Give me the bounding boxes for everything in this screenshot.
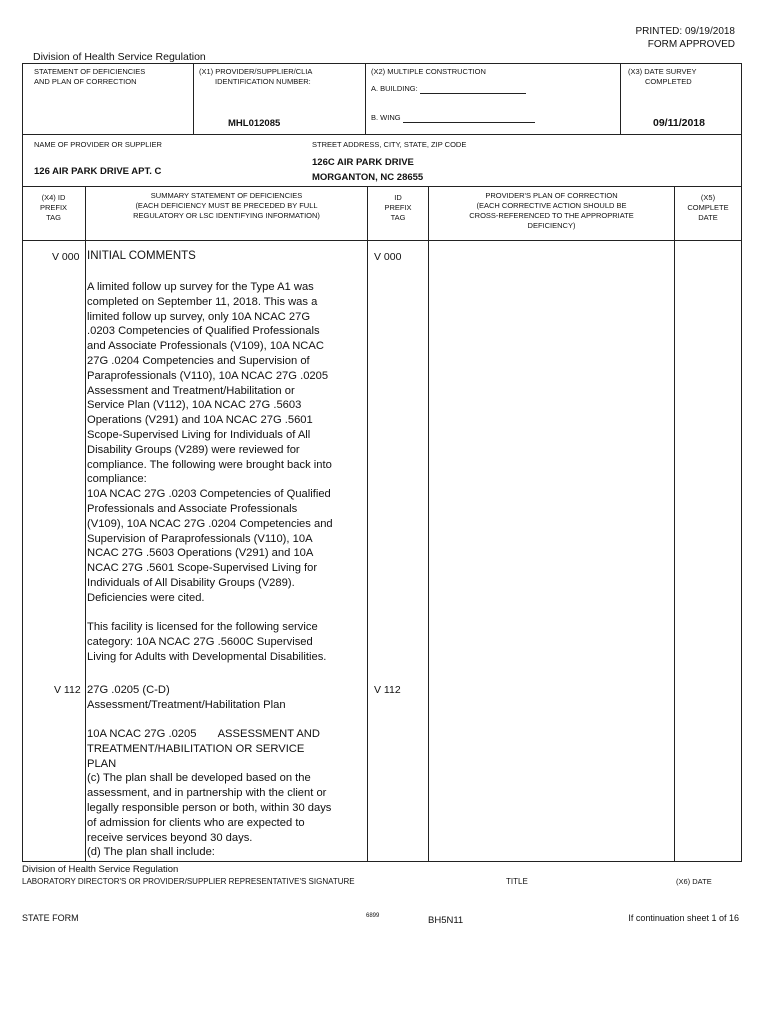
initial-comments-paragraph: A limited follow up survey for the Type A1 was completed on September 11, 2018. This was a limited follow up survey, only 10A NCAC 27G .0203 Competencies of Qualified Professionals and Associate Professionals (V109), 10A NCAC 27G .0204 Competencies and Supervision of Paraprofessionals (V110), 10A NCAC 27G .0205 Assessment and Treatment/Habilitation or Service Plan (V112), 10A NCAC 27G .5603 Operations (V291) and 10A NCAC 27G .5601 Scope-Supervised Living for Individuals of All Disability Groups (V289) were reviewed for compliance. The following were brought back into compliance: 10A NCAC 27G .0203 Competencies of Qualified Professionals and Associate Professionals (V109), 10A NCAC 27G .0204 Competencies and Supervision of Paraprofessionals (V110), 10A NCAC 27G .5603 Operations (V291) and 10A NCAC 27G .5601 Scope-Supervised Living for Individuals of All Disability Groups (V289). Deficiencies were cited. (87, 281, 333, 604)
v000-title: INITIAL COMMENTS (87, 250, 196, 262)
x6-date-label: (X6) DATE (676, 877, 712, 886)
event-id: BH5N11 (428, 915, 464, 926)
x1-label: (X1) PROVIDER/SUPPLIER/CLIA (199, 67, 313, 76)
agency-name: Division of Health Service Regulation (33, 51, 206, 63)
v000-prefix-tag: V 000 (52, 251, 80, 263)
building-field: A. BUILDING: (371, 84, 526, 94)
id-header: ID PREFIX TAG (384, 193, 412, 222)
plan-header: PROVIDER'S PLAN OF CORRECTION (EACH CORRECTIVE ACTION SHOULD BE CROSS-REFERENCED TO THE APPROPRIATE DEFICIENCY) (469, 191, 634, 230)
summary-header: SUMMARY STATEMENT OF DEFICIENCIES (EACH DEFICIENCY MUST BE PRECEDED BY FULL REGULATORY OR LSC IDENTIFYING INFORMATION) (133, 191, 320, 220)
x3-label: (X3) DATE SURVEY (628, 67, 697, 76)
address-line-1: 126C AIR PARK DRIVE (312, 157, 414, 168)
state-form-label: STATE FORM (22, 913, 79, 923)
form-code: 6899 (366, 913, 380, 919)
x5-header: (X5) COMPLETE DATE (687, 193, 729, 222)
address-line-2: MORGANTON, NC 28655 (312, 172, 424, 183)
continuation-sheet: If continuation sheet 1 of 16 (628, 913, 739, 923)
signature-label: LABORATORY DIRECTOR'S OR PROVIDER/SUPPLIER REPRESENTATIVE'S SIGNATURE (22, 877, 355, 886)
address-label: STREET ADDRESS, CITY, STATE, ZIP CODE (312, 140, 467, 149)
printed-date: PRINTED: 09/19/2018 (635, 26, 735, 37)
form-approved-label: FORM APPROVED (647, 39, 735, 50)
x3-label-2: COMPLETED (645, 77, 692, 86)
survey-date: 09/11/2018 (653, 117, 705, 129)
regulation-text: 10A NCAC 27G .0205 ASSESSMENT AND TREATMENT/HABILITATION OR SERVICE PLAN (c) The plan shall be developed based on the assessment, and in partnership with the client or legally responsible person or both, within 30 days of admission for clients who are expected to receive services beyond 30 days. (d) The plan shall include: (87, 728, 332, 859)
v112-title: 27G .0205 (C-D) (87, 684, 170, 696)
wing-field: B. WING (371, 113, 535, 123)
title-label: TITLE (506, 877, 528, 886)
footer-agency: Division of Health Service Regulation (22, 864, 179, 875)
statement-label: STATEMENT OF DEFICIENCIES (34, 67, 146, 76)
v000-id-tag: V 000 (374, 251, 402, 263)
provider-name: 126 AIR PARK DRIVE APT. C (34, 166, 162, 177)
v112-id-tag: V 112 (374, 684, 401, 696)
licensure-paragraph: This facility is licensed for the following service category: 10A NCAC 27G .5600C Supervised Living for Adults with Developmental Disabilities. (87, 621, 327, 663)
v112-subtitle: Assessment/Treatment/Habilitation Plan (87, 699, 286, 711)
provider-id-number: MHL012085 (228, 118, 281, 129)
v112-prefix-tag: V 112 (54, 684, 81, 696)
x1-label-2: IDENTIFICATION NUMBER: (215, 77, 311, 86)
x4-header: (X4) ID PREFIX TAG (39, 193, 68, 222)
statement-label-2: AND PLAN OF CORRECTION (34, 77, 137, 86)
provider-name-label: NAME OF PROVIDER OR SUPPLIER (34, 140, 162, 149)
x2-label: (X2) MULTIPLE CONSTRUCTION (371, 67, 486, 76)
